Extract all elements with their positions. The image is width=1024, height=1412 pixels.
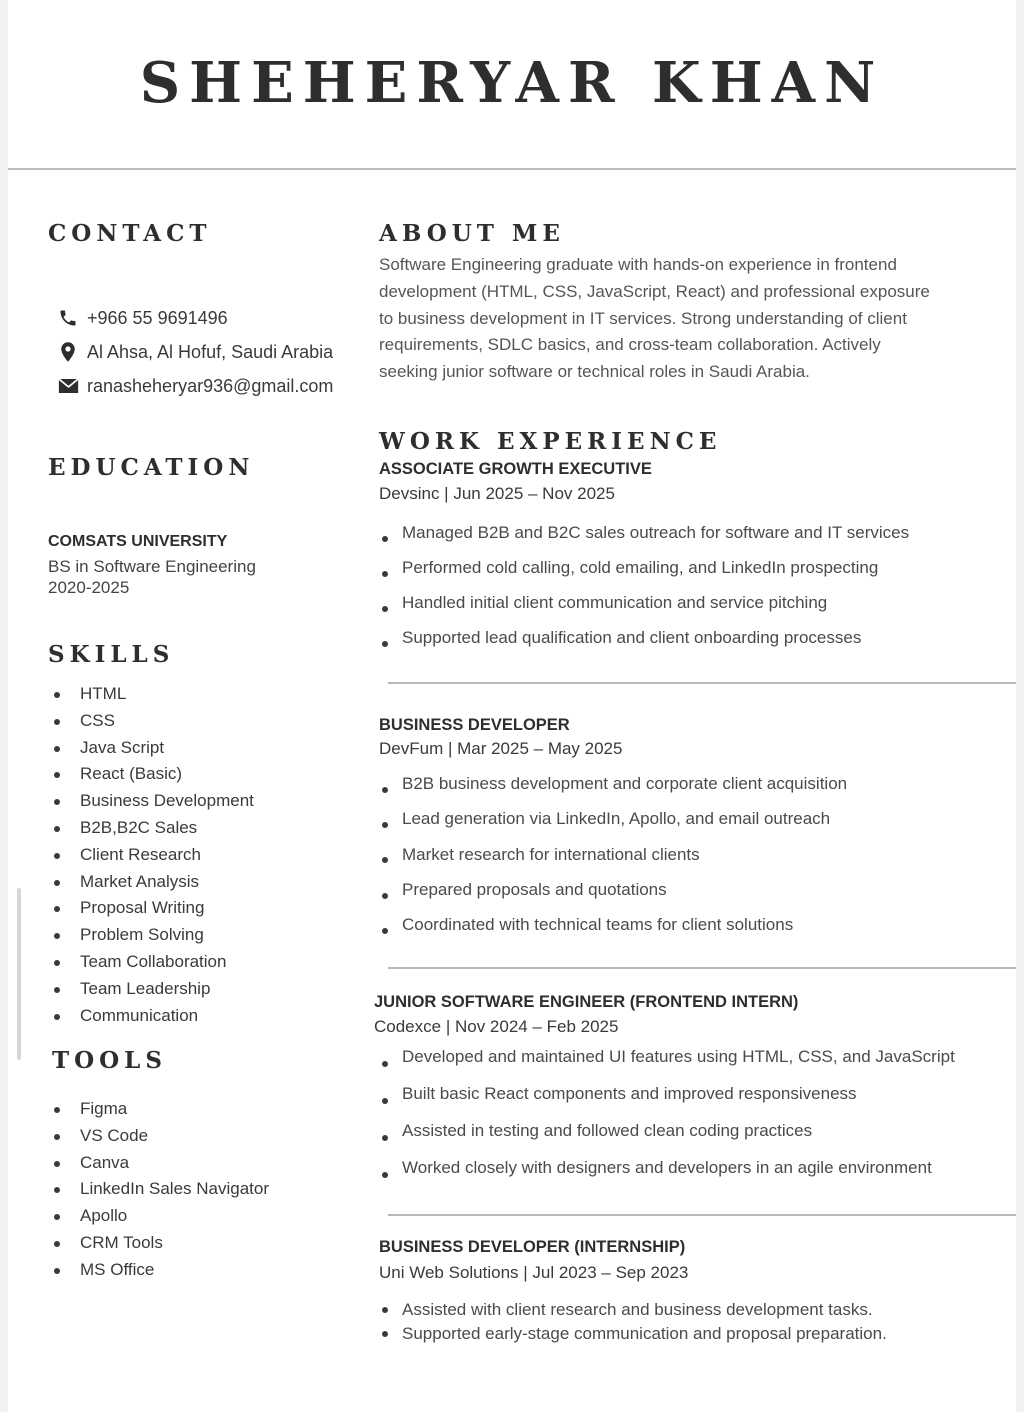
job-bullets: [379, 1298, 1019, 1346]
list-item: HTML: [48, 681, 254, 708]
phone-number: +966 55 9691496: [87, 307, 228, 328]
list-item: Developed and maintained UI features using HTML, CSS, and JavaScript: [379, 1045, 1019, 1082]
section-divider: [388, 1214, 1016, 1216]
list-item: Figma: [48, 1096, 269, 1123]
list-item: React (Basic): [48, 761, 254, 788]
education-heading: EDUCATION: [48, 454, 255, 481]
tools-heading: TOOLS: [52, 1047, 167, 1074]
list-item: Assisted in testing and followed clean coding practices: [379, 1119, 1019, 1156]
job-company-dates: Codexce | Nov 2024 – Feb 2025: [374, 1017, 619, 1036]
job-bullets: [379, 1045, 1019, 1193]
header-divider: [8, 168, 1016, 170]
location-pin-icon: [56, 341, 80, 363]
list-item: Team Leadership: [48, 976, 254, 1003]
list-item: Worked closely with designers and developers in an agile environment: [379, 1156, 1019, 1193]
tools-list: [48, 1096, 269, 1284]
list-item: B2B business development and corporate client acquisition: [379, 772, 1019, 807]
list-item: Market research for international clients: [379, 843, 1019, 878]
contact-heading: CONTACT: [48, 220, 212, 247]
list-item: Supported early-stage communication and proposal preparation.: [379, 1322, 1019, 1346]
section-divider: [388, 682, 1016, 684]
education-years: 2020-2025: [48, 578, 130, 597]
list-item: B2B,B2C Sales: [48, 815, 254, 842]
list-item: Client Research: [48, 842, 254, 869]
list-item: Team Collaboration: [48, 949, 254, 976]
location-text: Al Ahsa, Al Hofuf, Saudi Arabia: [87, 341, 334, 362]
education-degree: BS in Software Engineering: [48, 557, 256, 576]
contact-phone: [56, 306, 228, 330]
job-title: JUNIOR SOFTWARE ENGINEER (FRONTEND INTERN): [374, 993, 799, 1011]
job-bullets: [379, 772, 1019, 948]
contact-email[interactable]: [56, 374, 333, 398]
email-link[interactable]: ranasheheryar936@gmail.com: [87, 375, 334, 396]
job-company-dates: DevFum | Mar 2025 – May 2025: [379, 739, 623, 758]
skills-list: [48, 681, 254, 1029]
list-item: Market Analysis: [48, 869, 254, 896]
list-item: Business Development: [48, 788, 254, 815]
list-item: Apollo: [48, 1203, 269, 1230]
job-bullets: [379, 521, 1019, 661]
list-item: MS Office: [48, 1257, 269, 1284]
contact-location: [56, 340, 333, 364]
list-item: Prepared proposals and quotations: [379, 878, 1019, 913]
job-company-dates: Devsinc | Jun 2025 – Nov 2025: [379, 484, 615, 503]
list-item: Supported lead qualification and client onboarding processes: [379, 626, 1019, 661]
education-school: COMSATS UNIVERSITY: [48, 533, 228, 550]
list-item: Managed B2B and B2C sales outreach for software and IT services: [379, 521, 1019, 556]
job-company-dates: Uni Web Solutions | Jul 2023 – Sep 2023: [379, 1263, 689, 1282]
list-item: CSS: [48, 708, 254, 735]
scrollbar-thumb[interactable]: [17, 888, 21, 1060]
work-heading: WORK EXPERIENCE: [379, 428, 722, 455]
list-item: VS Code: [48, 1123, 269, 1150]
list-item: Java Script: [48, 735, 254, 762]
phone-icon: [56, 307, 80, 329]
envelope-icon: [56, 375, 80, 397]
about-text: Software Engineering graduate with hands-on experience in frontend development (HTML, CSS, JavaScript, React) and professional exposure to business development in IT services. Strong understanding of client requirements, SDLC basics, and cross-team collaboration. Actively seeking junior software or technical roles in Saudi Arabia.: [379, 255, 930, 382]
list-item: Assisted with client research and business development tasks.: [379, 1298, 1019, 1322]
list-item: Canva: [48, 1150, 269, 1177]
list-item: LinkedIn Sales Navigator: [48, 1176, 269, 1203]
list-item: Lead generation via LinkedIn, Apollo, and email outreach: [379, 807, 1019, 842]
about-heading: ABOUT ME: [379, 220, 565, 247]
list-item: Proposal Writing: [48, 895, 254, 922]
list-item: Coordinated with technical teams for client solutions: [379, 913, 1019, 948]
list-item: Performed cold calling, cold emailing, and LinkedIn prospecting: [379, 556, 1019, 591]
list-item: Built basic React components and improved responsiveness: [379, 1082, 1019, 1119]
resume-page: [8, 0, 1016, 1412]
list-item: CRM Tools: [48, 1230, 269, 1257]
job-title: BUSINESS DEVELOPER (INTERNSHIP): [379, 1238, 686, 1256]
list-item: Problem Solving: [48, 922, 254, 949]
section-divider: [388, 967, 1016, 969]
skills-heading: SKILLS: [48, 641, 175, 668]
list-item: Handled initial client communication and service pitching: [379, 591, 1019, 626]
job-title: BUSINESS DEVELOPER: [379, 716, 570, 734]
job-title: ASSOCIATE GROWTH EXECUTIVE: [379, 460, 652, 478]
page-title: SHEHERYAR KHAN: [139, 50, 885, 116]
list-item: Communication: [48, 1003, 254, 1030]
